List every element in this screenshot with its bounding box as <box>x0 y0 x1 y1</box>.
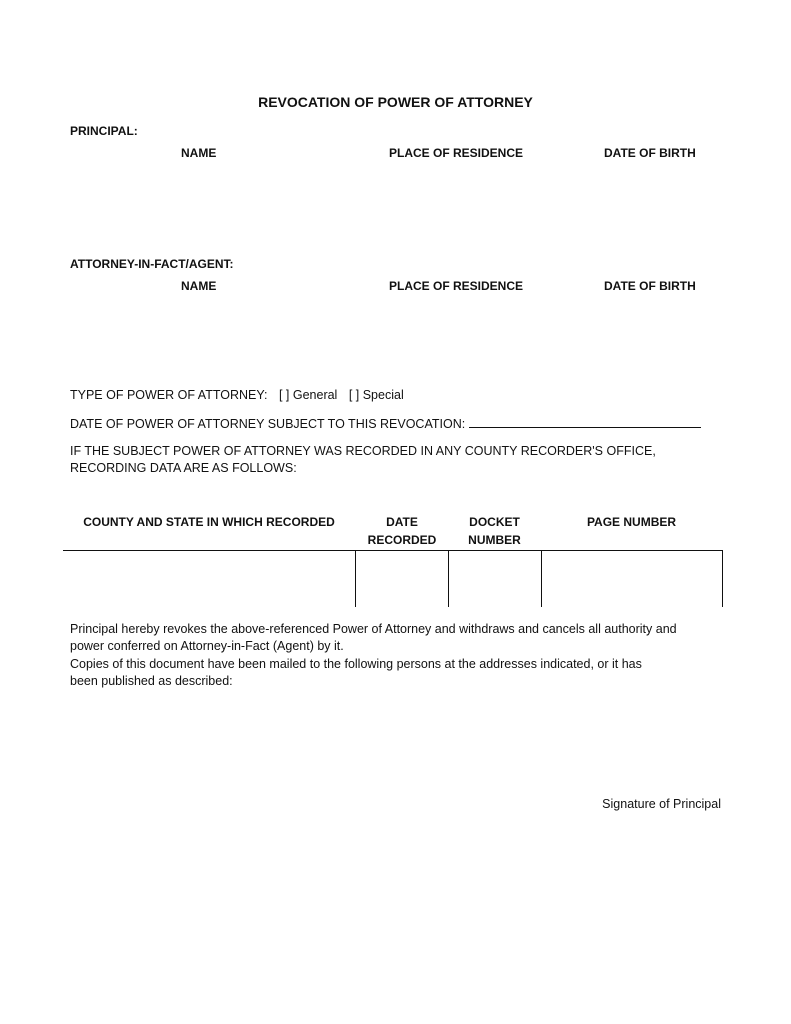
docket-number-header <box>448 513 541 549</box>
principal-residence-header: PLACE OF RESIDENCE <box>389 146 524 160</box>
page-number-header: PAGE NUMBER <box>586 515 677 529</box>
page-number-cell[interactable] <box>543 552 721 606</box>
signature-label: Signature of Principal <box>602 797 721 811</box>
table-divider-1 <box>355 551 356 607</box>
agent-dob-header: DATE OF BIRTH <box>604 279 696 293</box>
revocation-paragraph: Principal hereby revokes the above-referenced Power of Attorney and withdraws and cancels all authority and power conferred on Attorney-in-Fact (Agent) by it. <box>70 622 677 653</box>
date-recorded-header-line1: DATE <box>386 515 418 529</box>
table-divider-3 <box>541 551 542 607</box>
table-top-rule <box>63 550 723 551</box>
county-state-header: COUNTY AND STATE IN WHICH RECORDED <box>83 515 335 529</box>
general-checkbox-option[interactable]: [ ] General <box>278 388 338 402</box>
agent-label: ATTORNEY-IN-FACT/AGENT: <box>70 257 234 271</box>
docket-number-header-line2: NUMBER <box>468 533 521 547</box>
docket-number-header-line1: DOCKET <box>469 515 520 529</box>
county-state-cell[interactable] <box>64 552 354 606</box>
docket-number-cell[interactable] <box>450 552 540 606</box>
table-divider-2 <box>448 551 449 607</box>
table-divider-4 <box>722 551 723 607</box>
principal-label: PRINCIPAL: <box>70 124 138 138</box>
date-recorded-cell[interactable] <box>357 552 447 606</box>
copies-paragraph: Copies of this document have been mailed to the following persons at the addresses indicated, or it has been published as described: <box>70 657 642 688</box>
type-of-poa-label: TYPE OF POWER OF ATTORNEY: <box>70 388 268 402</box>
principal-dob-header: DATE OF BIRTH <box>604 146 696 160</box>
type-of-poa-line <box>70 388 404 402</box>
poa-date-label: DATE OF POWER OF ATTORNEY SUBJECT TO THIS REVOCATION: <box>70 417 466 431</box>
document-title: REVOCATION OF POWER OF ATTORNEY <box>258 94 533 110</box>
recorded-note: IF THE SUBJECT POWER OF ATTORNEY WAS RECORDED IN ANY COUNTY RECORDER'S OFFICE, RECORDING DATA ARE AS FOLLOWS: <box>70 444 656 475</box>
date-recorded-header-line2: RECORDED <box>367 533 437 547</box>
special-checkbox-option[interactable]: [ ] Special <box>348 388 404 402</box>
poa-date-line <box>70 416 701 431</box>
agent-residence-header: PLACE OF RESIDENCE <box>389 279 524 293</box>
poa-date-blank[interactable] <box>469 416 701 428</box>
agent-name-header: NAME <box>181 279 217 293</box>
principal-name-header: NAME <box>181 146 217 160</box>
date-recorded-header <box>356 513 448 549</box>
